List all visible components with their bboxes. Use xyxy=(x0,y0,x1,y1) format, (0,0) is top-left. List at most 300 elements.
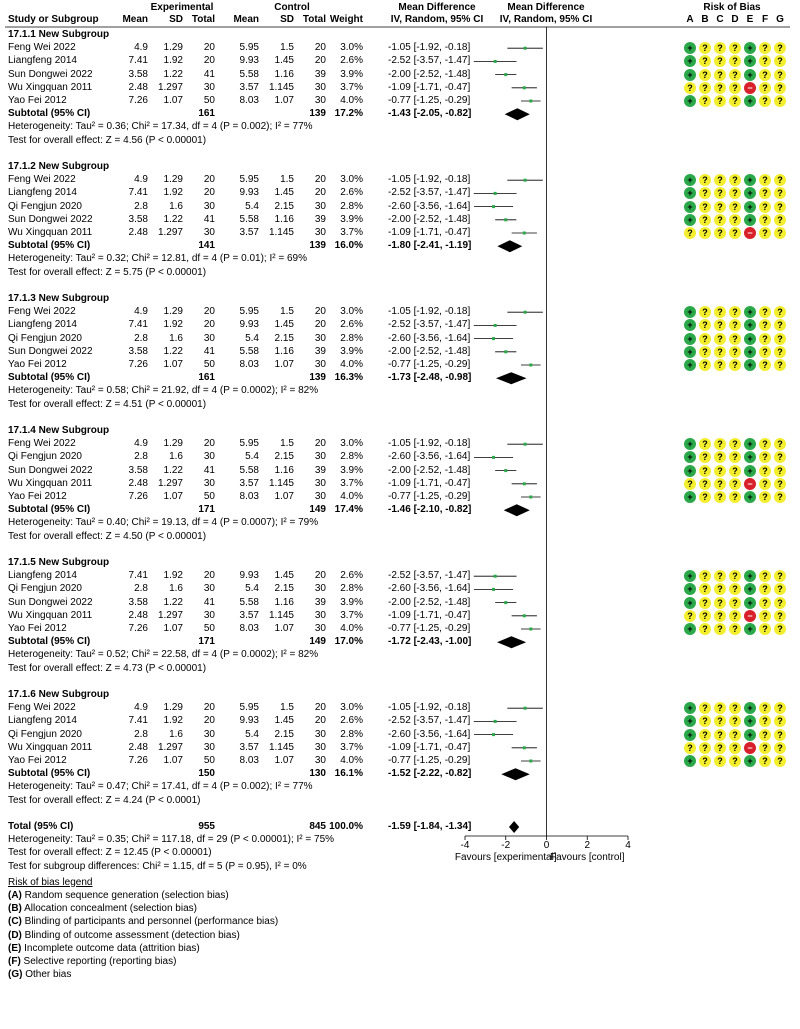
c-sd: 2.15 xyxy=(274,728,294,740)
rob-unclear-icon: ? xyxy=(684,227,696,239)
rob-unclear-icon: ? xyxy=(759,69,771,81)
c-mean: 3.57 xyxy=(239,81,259,93)
rob-unclear-icon: ? xyxy=(729,583,741,595)
rob-unclear-icon: ? xyxy=(759,715,771,727)
subtotal-label: Subtotal (95% CI) xyxy=(8,240,91,252)
rob-unclear-icon: ? xyxy=(699,465,711,477)
heterogeneity-text: Heterogeneity: Tau² = 0.32; Chi² = 12.81, df = 4 (P = 0.01); I² = 69% xyxy=(8,253,307,265)
ci-text: -2.60 [-3.56, -1.64] xyxy=(388,200,471,212)
weight: 4.0% xyxy=(340,623,363,634)
c-total: 39 xyxy=(314,213,326,225)
e-mean: 3.58 xyxy=(128,68,148,80)
rob-unclear-icon: ? xyxy=(774,491,786,503)
subgroup-title: 17.1.5 New Subgroup xyxy=(8,557,110,568)
c-total: 20 xyxy=(314,174,326,186)
rob-low-icon: + xyxy=(684,95,696,107)
rob-high-icon: − xyxy=(744,610,756,622)
e-mean: 2.8 xyxy=(134,583,148,595)
subtotal-weight: 17.0% xyxy=(334,636,363,648)
e-mean: 3.58 xyxy=(128,596,148,608)
rob-low-icon: + xyxy=(684,306,696,318)
rob-unclear-icon: ? xyxy=(774,187,786,199)
e-total: 20 xyxy=(203,55,215,67)
ci-text: -0.77 [-1.25, -0.29] xyxy=(388,755,471,766)
rob-unclear-icon: ? xyxy=(714,597,726,609)
subtotal-label: Subtotal (95% CI) xyxy=(8,108,91,120)
rob-unclear-icon: ? xyxy=(729,570,741,582)
e-sd: 1.6 xyxy=(169,583,183,595)
header-experimental: Experimental xyxy=(150,2,214,13)
rob-unclear-icon: ? xyxy=(699,610,711,622)
rob-unclear-icon: ? xyxy=(774,42,786,54)
c-sd: 1.45 xyxy=(274,319,294,331)
e-mean: 7.41 xyxy=(128,319,148,331)
overall-effect-text: Test for overall effect: Z = 4.50 (P < 0.00001) xyxy=(8,530,207,542)
subtotal-c-total: 149 xyxy=(309,636,326,648)
rob-unclear-icon: ? xyxy=(729,755,741,767)
e-sd: 1.92 xyxy=(163,715,183,727)
subtotal-weight: 16.1% xyxy=(334,768,363,780)
c-sd: 1.45 xyxy=(274,715,294,727)
rob-legend-text: Allocation concealment (selection bias) xyxy=(21,903,197,915)
e-total: 30 xyxy=(203,583,215,595)
rob-legend-text: Other bias xyxy=(22,969,72,981)
e-total: 30 xyxy=(203,451,215,463)
rob-legend-letter: (G) xyxy=(8,969,23,981)
rob-unclear-icon: ? xyxy=(774,95,786,107)
rob-legend-text: Random sequence generation (selection bias) xyxy=(21,890,229,901)
rob-unclear-icon: ? xyxy=(729,610,741,622)
e-sd: 1.92 xyxy=(163,570,183,582)
rob-unclear-icon: ? xyxy=(714,478,726,490)
c-mean: 8.03 xyxy=(239,623,259,634)
weight: 2.8% xyxy=(340,451,363,463)
rob-unclear-icon: ? xyxy=(729,623,741,635)
rob-unclear-icon: ? xyxy=(729,333,741,345)
c-total: 30 xyxy=(314,227,326,238)
rob-legend-item xyxy=(8,916,278,928)
rob-unclear-icon: ? xyxy=(774,570,786,582)
e-total: 30 xyxy=(203,227,215,238)
rob-low-icon: + xyxy=(744,583,756,595)
c-sd: 1.16 xyxy=(274,464,294,476)
rob-unclear-icon: ? xyxy=(714,715,726,727)
rob-unclear-icon: ? xyxy=(729,214,741,226)
rob-low-icon: + xyxy=(684,69,696,81)
e-mean: 7.41 xyxy=(128,715,148,727)
c-total: 39 xyxy=(314,464,326,476)
e-total: 41 xyxy=(203,68,215,80)
e-total: 30 xyxy=(203,728,215,740)
rob-low-icon: + xyxy=(684,451,696,463)
rob-unclear-icon: ? xyxy=(729,742,741,754)
e-total: 30 xyxy=(203,200,215,212)
e-total: 50 xyxy=(203,623,215,634)
ci-text: -1.09 [-1.71, -0.47] xyxy=(388,477,471,489)
point-estimate xyxy=(523,746,526,749)
rob-unclear-icon: ? xyxy=(774,623,786,635)
subtotal-ci: -1.80 [-2.41, -1.19] xyxy=(388,240,472,252)
rob-low-icon: + xyxy=(684,359,696,371)
e-total: 50 xyxy=(203,755,215,766)
ci-text: -0.77 [-1.25, -0.29] xyxy=(388,95,471,106)
e-sd: 1.6 xyxy=(169,200,183,212)
e-total: 20 xyxy=(203,702,215,714)
ci-text: -1.09 [-1.71, -0.47] xyxy=(388,741,471,753)
ci-text: -2.52 [-3.57, -1.47] xyxy=(388,55,471,67)
subtotal-label: Subtotal (95% CI) xyxy=(8,768,91,780)
e-mean: 2.48 xyxy=(128,81,148,93)
point-estimate xyxy=(492,588,495,591)
header-mean-difference-1: Mean Difference xyxy=(398,2,476,13)
rob-unclear-icon: ? xyxy=(759,570,771,582)
col-e-sd: SD xyxy=(169,14,183,25)
rob-unclear-icon: ? xyxy=(774,333,786,345)
rob-unclear-icon: ? xyxy=(774,451,786,463)
rob-unclear-icon: ? xyxy=(774,69,786,81)
rob-unclear-icon: ? xyxy=(729,319,741,331)
ci-text: -2.00 [-2.52, -1.48] xyxy=(388,68,471,80)
rob-unclear-icon: ? xyxy=(699,346,711,358)
rob-unclear-icon: ? xyxy=(714,583,726,595)
rob-unclear-icon: ? xyxy=(699,359,711,371)
e-sd: 1.22 xyxy=(163,596,183,608)
rob-unclear-icon: ? xyxy=(774,597,786,609)
rob-unclear-icon: ? xyxy=(729,95,741,107)
e-total: 50 xyxy=(203,491,215,502)
total-label: Total (95% CI) xyxy=(8,821,74,832)
point-estimate xyxy=(494,60,497,63)
rob-low-icon: + xyxy=(744,597,756,609)
c-sd: 1.145 xyxy=(268,741,294,753)
rob-unclear-icon: ? xyxy=(774,583,786,595)
rob-low-icon: + xyxy=(684,333,696,345)
rob-unclear-icon: ? xyxy=(729,359,741,371)
rob-low-icon: + xyxy=(744,333,756,345)
c-mean: 8.03 xyxy=(239,491,259,502)
subtotal-diamond xyxy=(505,108,530,120)
col-c-sd: SD xyxy=(280,14,294,25)
rob-letter-c: C xyxy=(716,14,724,25)
rob-unclear-icon: ? xyxy=(699,95,711,107)
rob-unclear-icon: ? xyxy=(774,729,786,741)
point-estimate xyxy=(504,350,507,353)
overall-effect-text: Test for overall effect: Z = 5.75 (P < 0.00001) xyxy=(8,266,207,278)
rob-low-icon: + xyxy=(744,69,756,81)
subtotal-c-total: 139 xyxy=(309,108,326,120)
subtotal-diamond xyxy=(497,240,522,252)
c-total: 30 xyxy=(314,477,326,489)
e-mean: 4.9 xyxy=(134,306,148,318)
rob-unclear-icon: ? xyxy=(759,82,771,94)
rob-letter-f: F xyxy=(761,14,769,25)
point-estimate xyxy=(523,232,526,235)
c-mean: 5.58 xyxy=(239,213,259,225)
e-sd: 1.22 xyxy=(163,345,183,357)
c-sd: 2.15 xyxy=(274,583,294,595)
e-total: 50 xyxy=(203,359,215,370)
rob-unclear-icon: ? xyxy=(714,55,726,67)
rob-unclear-icon: ? xyxy=(759,174,771,186)
subtotal-c-total: 139 xyxy=(309,240,326,252)
subtotal-label: Subtotal (95% CI) xyxy=(8,636,91,648)
c-total: 39 xyxy=(314,596,326,608)
rob-unclear-icon: ? xyxy=(699,55,711,67)
e-total: 50 xyxy=(203,95,215,106)
header-risk-of-bias: Risk of Bias xyxy=(703,2,761,13)
rob-unclear-icon: ? xyxy=(714,755,726,767)
weight: 3.0% xyxy=(340,174,363,186)
e-mean: 4.9 xyxy=(134,438,148,450)
heterogeneity-text: Heterogeneity: Tau² = 0.36; Chi² = 17.34, df = 4 (P = 0.002); I² = 77% xyxy=(8,121,313,133)
study-name: Feng Wei 2022 xyxy=(8,42,76,54)
total-diamond xyxy=(509,821,519,833)
c-mean: 8.03 xyxy=(239,755,259,766)
c-sd: 1.07 xyxy=(274,755,294,766)
subtotal-e-total: 141 xyxy=(198,240,215,252)
study-name: Feng Wei 2022 xyxy=(8,438,76,450)
subgroup-title: 17.1.6 New Subgroup xyxy=(8,689,110,700)
e-total: 20 xyxy=(203,570,215,582)
study-name: Liangfeng 2014 xyxy=(8,55,77,67)
point-estimate xyxy=(523,86,526,89)
total-c-total: 845 xyxy=(309,821,326,832)
c-sd: 1.16 xyxy=(274,68,294,80)
point-estimate xyxy=(529,100,532,103)
rob-low-icon: + xyxy=(684,597,696,609)
rob-unclear-icon: ? xyxy=(729,201,741,213)
rob-unclear-icon: ? xyxy=(714,69,726,81)
c-sd: 1.07 xyxy=(274,95,294,106)
point-estimate xyxy=(523,482,526,485)
rob-low-icon: + xyxy=(744,214,756,226)
e-sd: 1.6 xyxy=(169,728,183,740)
rob-unclear-icon: ? xyxy=(774,742,786,754)
rob-letter-d: D xyxy=(731,14,739,25)
rob-unclear-icon: ? xyxy=(774,306,786,318)
rob-unclear-icon: ? xyxy=(699,570,711,582)
rob-unclear-icon: ? xyxy=(714,702,726,714)
weight: 3.7% xyxy=(340,227,363,238)
ci-text: -2.00 [-2.52, -1.48] xyxy=(388,464,471,476)
weight: 2.8% xyxy=(340,728,363,740)
rob-unclear-icon: ? xyxy=(774,82,786,94)
point-estimate xyxy=(504,601,507,604)
rob-unclear-icon: ? xyxy=(699,227,711,239)
rob-low-icon: + xyxy=(744,623,756,635)
rob-unclear-icon: ? xyxy=(699,491,711,503)
rob-unclear-icon: ? xyxy=(729,702,741,714)
e-sd: 1.297 xyxy=(157,81,183,93)
e-sd: 1.297 xyxy=(157,227,183,238)
subtotal-diamond xyxy=(501,768,530,780)
ci-text: -1.09 [-1.71, -0.47] xyxy=(388,609,471,621)
c-sd: 1.145 xyxy=(268,609,294,621)
rob-legend-letter: (F) xyxy=(8,956,21,967)
rob-low-icon: + xyxy=(744,729,756,741)
ci-text: -0.77 [-1.25, -0.29] xyxy=(388,623,471,634)
ci-text: -1.05 [-1.92, -0.18] xyxy=(388,42,471,54)
rob-unclear-icon: ? xyxy=(729,451,741,463)
study-name: Sun Dongwei 2022 xyxy=(8,596,93,608)
rob-unclear-icon: ? xyxy=(699,42,711,54)
rob-unclear-icon: ? xyxy=(714,319,726,331)
rob-unclear-icon: ? xyxy=(714,610,726,622)
e-total: 20 xyxy=(203,319,215,331)
col-md-iv-2: IV, Random, 95% CI xyxy=(499,14,593,25)
rob-unclear-icon: ? xyxy=(759,42,771,54)
c-sd: 2.15 xyxy=(274,200,294,212)
subtotal-weight: 16.3% xyxy=(334,372,363,384)
rob-low-icon: + xyxy=(684,214,696,226)
rob-unclear-icon: ? xyxy=(774,201,786,213)
rob-unclear-icon: ? xyxy=(699,715,711,727)
c-sd: 1.16 xyxy=(274,596,294,608)
point-estimate xyxy=(523,614,526,617)
c-mean: 9.93 xyxy=(239,319,259,331)
e-total: 20 xyxy=(203,174,215,186)
rob-unclear-icon: ? xyxy=(699,174,711,186)
rob-unclear-icon: ? xyxy=(714,187,726,199)
rob-unclear-icon: ? xyxy=(759,583,771,595)
rob-unclear-icon: ? xyxy=(714,333,726,345)
rob-unclear-icon: ? xyxy=(699,306,711,318)
rob-unclear-icon: ? xyxy=(759,319,771,331)
rob-low-icon: + xyxy=(744,174,756,186)
c-total: 30 xyxy=(314,200,326,212)
subtotal-label: Subtotal (95% CI) xyxy=(8,504,91,516)
rob-unclear-icon: ? xyxy=(759,610,771,622)
rob-unclear-icon: ? xyxy=(774,227,786,239)
heterogeneity-text: Heterogeneity: Tau² = 0.40; Chi² = 19.13, df = 4 (P = 0.0007); I² = 79% xyxy=(8,517,319,529)
rob-unclear-icon: ? xyxy=(774,319,786,331)
study-name: Wu Xingquan 2011 xyxy=(8,81,93,93)
ci-text: -2.00 [-2.52, -1.48] xyxy=(388,345,471,357)
rob-unclear-icon: ? xyxy=(774,438,786,450)
study-name: Liangfeng 2014 xyxy=(8,187,77,199)
c-mean: 3.57 xyxy=(239,741,259,753)
rob-low-icon: + xyxy=(684,346,696,358)
c-sd: 1.145 xyxy=(268,81,294,93)
rob-unclear-icon: ? xyxy=(729,227,741,239)
point-estimate xyxy=(494,192,497,195)
rob-legend-text: Incomplete outcome data (attrition bias) xyxy=(21,942,200,954)
rob-low-icon: + xyxy=(684,755,696,767)
c-mean: 8.03 xyxy=(239,359,259,370)
rob-low-icon: + xyxy=(684,570,696,582)
e-sd: 1.92 xyxy=(163,319,183,331)
study-name: Sun Dongwei 2022 xyxy=(8,464,93,476)
c-total: 30 xyxy=(314,359,326,370)
c-total: 30 xyxy=(314,623,326,634)
point-estimate xyxy=(529,364,532,367)
e-mean: 3.58 xyxy=(128,464,148,476)
e-sd: 1.92 xyxy=(163,55,183,67)
weight: 4.0% xyxy=(340,359,363,370)
ci-text: -1.09 [-1.71, -0.47] xyxy=(388,227,471,238)
c-total: 30 xyxy=(314,728,326,740)
c-mean: 5.4 xyxy=(245,200,259,212)
c-sd: 1.145 xyxy=(268,227,294,238)
study-name: Wu Xingquan 2011 xyxy=(8,477,93,489)
rob-unclear-icon: ? xyxy=(714,174,726,186)
rob-legend-title: Risk of bias legend xyxy=(8,876,93,888)
weight: 2.6% xyxy=(340,187,363,199)
rob-unclear-icon: ? xyxy=(729,82,741,94)
e-mean: 3.58 xyxy=(128,345,148,357)
e-mean: 7.41 xyxy=(128,55,148,67)
rob-low-icon: + xyxy=(744,491,756,503)
rob-unclear-icon: ? xyxy=(714,491,726,503)
overall-effect-text: Test for overall effect: Z = 4.56 (P < 0.00001) xyxy=(8,134,207,146)
c-total: 30 xyxy=(314,491,326,502)
ci-text: -2.60 [-3.56, -1.64] xyxy=(388,332,471,344)
rob-unclear-icon: ? xyxy=(699,319,711,331)
rob-unclear-icon: ? xyxy=(699,333,711,345)
rob-unclear-icon: ? xyxy=(729,478,741,490)
e-total: 30 xyxy=(203,81,215,93)
study-name: Liangfeng 2014 xyxy=(8,570,77,582)
ci-text: -1.05 [-1.92, -0.18] xyxy=(388,438,471,450)
subtotal-e-total: 171 xyxy=(198,636,215,648)
study-name: Qi Fengjun 2020 xyxy=(8,728,82,740)
weight: 3.9% xyxy=(340,464,363,476)
e-mean: 4.9 xyxy=(134,174,148,186)
rob-legend-item xyxy=(8,930,240,942)
weight: 3.9% xyxy=(340,213,363,225)
e-mean: 2.48 xyxy=(128,477,148,489)
c-total: 20 xyxy=(314,570,326,582)
c-sd: 2.15 xyxy=(274,332,294,344)
rob-unclear-icon: ? xyxy=(774,359,786,371)
point-estimate xyxy=(492,733,495,736)
e-sd: 1.29 xyxy=(163,174,183,186)
rob-high-icon: − xyxy=(744,742,756,754)
rob-unclear-icon: ? xyxy=(729,491,741,503)
col-md-iv-1: IV, Random, 95% CI xyxy=(390,14,484,25)
point-estimate xyxy=(529,760,532,763)
c-mean: 5.95 xyxy=(239,702,259,714)
c-sd: 1.5 xyxy=(280,438,294,450)
weight: 2.6% xyxy=(340,319,363,331)
rob-unclear-icon: ? xyxy=(714,451,726,463)
e-total: 41 xyxy=(203,345,215,357)
col-study: Study or Subgroup xyxy=(8,14,99,25)
weight: 3.9% xyxy=(340,68,363,80)
subtotal-e-total: 161 xyxy=(198,108,215,120)
rob-unclear-icon: ? xyxy=(699,214,711,226)
rob-high-icon: − xyxy=(744,82,756,94)
study-name: Yao Fei 2012 xyxy=(8,95,67,106)
rob-low-icon: + xyxy=(684,623,696,635)
rob-unclear-icon: ? xyxy=(699,201,711,213)
rob-unclear-icon: ? xyxy=(684,742,696,754)
rob-unclear-icon: ? xyxy=(774,174,786,186)
ci-text: -2.60 [-3.56, -1.64] xyxy=(388,583,471,595)
header-mean-difference-2: Mean Difference xyxy=(507,2,585,13)
rob-legend-letter: (D) xyxy=(8,929,22,941)
e-sd: 1.297 xyxy=(157,477,183,489)
rob-unclear-icon: ? xyxy=(729,187,741,199)
c-total: 39 xyxy=(314,68,326,80)
rob-letter-e: E xyxy=(746,14,754,25)
rob-unclear-icon: ? xyxy=(714,729,726,741)
e-sd: 1.07 xyxy=(163,491,183,502)
c-total: 30 xyxy=(314,741,326,753)
rob-low-icon: + xyxy=(684,715,696,727)
study-name: Wu Xingquan 2011 xyxy=(8,609,93,621)
rob-low-icon: + xyxy=(744,55,756,67)
